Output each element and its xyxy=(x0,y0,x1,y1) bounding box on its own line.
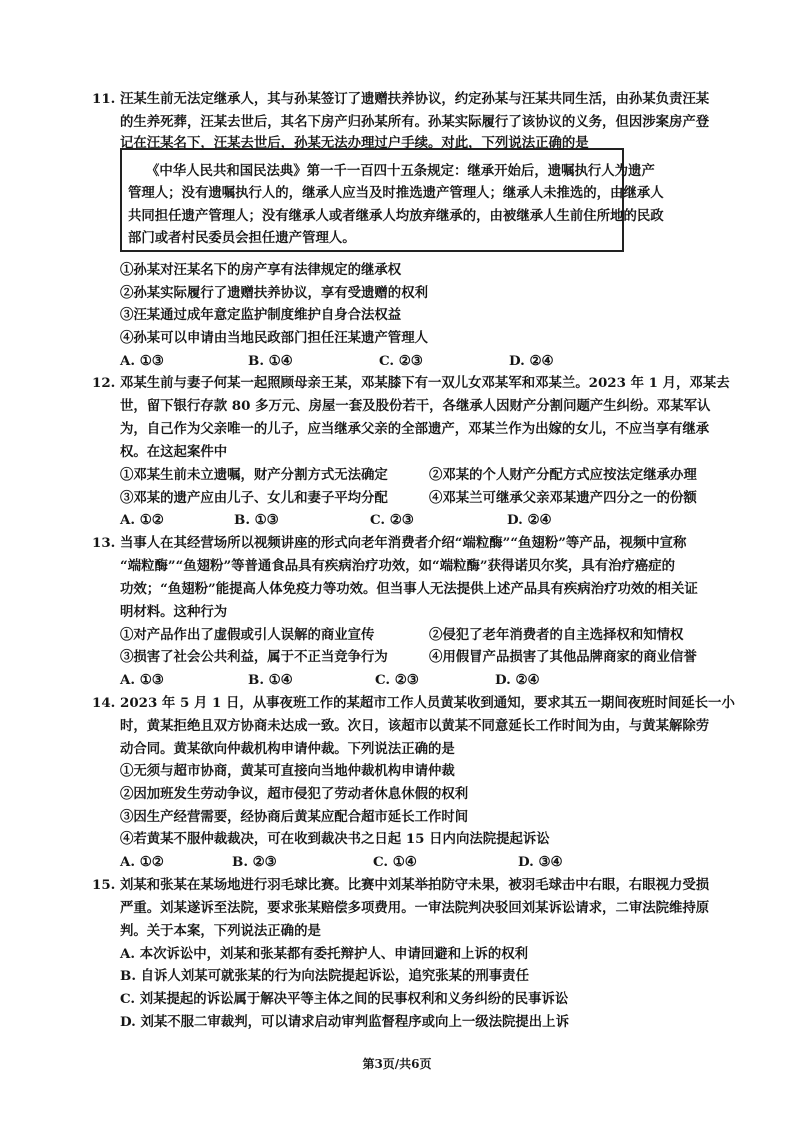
q13-statement-2: ②侵犯了老年消费者的自主选择权和知情权 xyxy=(429,627,684,643)
q13-choice-c: C. ②③ xyxy=(375,672,419,688)
q15-stem-line-2: 严重。刘某遂诉至法院，要求张某赔偿多项费用。一审法院判决驳回刘某诉讼请求，二审法院维持原 xyxy=(120,900,710,916)
q14-stem-line-2: 时，黄某拒绝且双方协商未达成一致。次日，该超市以黄某不同意延长工作时间为由，与黄某解除劳 xyxy=(120,718,710,734)
q13-number: 13. xyxy=(92,535,116,551)
q11-choice-b: B. ①④ xyxy=(248,353,293,369)
q12-choice-d: D. ②④ xyxy=(507,512,552,528)
q13-choice-a: A. ①③ xyxy=(120,672,164,688)
q13-choice-d: D. ②④ xyxy=(495,672,540,688)
q11-quote-box xyxy=(120,148,664,252)
q15-option-c: C. 刘某提起的诉讼属于解决平等主体之间的民事权利和义务纠纷的民事诉讼 xyxy=(120,991,569,1007)
q11-statement-3: ③汪某通过成年意定监护制度维护自身合法权益 xyxy=(120,307,402,323)
q13-stem-line-1: 当事人在其经营场所以视频讲座的形式向老年消费者介绍“端粒酶”“鱼翅粉”等产品，视频中宣称 xyxy=(120,535,687,551)
q11-choice-c: C. ②③ xyxy=(379,353,423,369)
q14-statement-4: ④若黄某不服仲裁裁决，可在收到裁决书之日起 15 日内向法院提起诉讼 xyxy=(120,831,550,847)
q11-quote-line-4: 部门或者村民委员会担任遗产管理人。 xyxy=(128,230,356,246)
q12-stem-line-2: 世，留下银行存款 80 多万元、房屋一套及股份若干，各继承人因财产分割问题产生纠纷。邓某军认 xyxy=(120,398,711,414)
q15-stem-line-3: 判。关于本案，下列说法正确的是 xyxy=(120,923,321,939)
q12-choice-a: A. ①② xyxy=(120,512,164,528)
q13-statement-4: ④用假冒产品损害了其他品牌商家的商业信誉 xyxy=(429,649,697,665)
q13-statement-1: ①对产品作出了虚假或引人误解的商业宣传 xyxy=(120,627,375,643)
q12-number: 12. xyxy=(92,375,116,391)
q14-number: 14. xyxy=(92,695,116,711)
q14-stem-line-1: 2023 年 5 月 1 日，从事夜班工作的某超市工作人员黄某收到通知，要求其五一期间夜班时间延长一小 xyxy=(120,695,735,711)
q13-stem-line-4: 明材料。这种行为 xyxy=(120,604,228,620)
q13-choice-b: B. ①④ xyxy=(248,672,293,688)
q12-statement-3: ③邓某的遗产应由儿子、女儿和妻子平均分配 xyxy=(120,490,388,506)
q11-choice-d: D. ②④ xyxy=(509,353,554,369)
q12-stem-line-4: 权。在这起案件中 xyxy=(120,444,228,460)
q14-choice-d: D. ③④ xyxy=(518,854,563,870)
q12-statement-1: ①邓某生前未立遗嘱，财产分割方式无法确定 xyxy=(120,467,388,483)
q11-stem-line-1: 汪某生前无法定继承人，其与孙某签订了遗赠扶养协议，约定孙某与汪某共同生活，由孙某负责汪某 xyxy=(120,91,710,107)
q14-stem-line-3: 动合同。黄某欲向仲裁机构申请仲裁。下列说法正确的是 xyxy=(120,741,455,757)
q15-option-b: B. 自诉人刘某可就张某的行为向法院提起诉讼，追究张某的刑事责任 xyxy=(120,968,529,984)
q13-statement-3: ③损害了社会公共利益，属于不正当竞争行为 xyxy=(120,649,388,665)
q14-choice-b: B. ②③ xyxy=(232,854,277,870)
q15-stem-line-1: 刘某和张某在某场地进行羽毛球比赛。比赛中刘某举拍防守未果，被羽毛球击中右眼，右眼视力受损 xyxy=(120,877,710,893)
page-number-footer: 第3页/共6页 xyxy=(362,1057,432,1071)
q12-statement-4: ④邓某兰可继承父亲邓某遗产四分之一的份额 xyxy=(429,490,697,506)
q14-choice-a: A. ①② xyxy=(120,854,164,870)
q11-statement-2: ②孙某实际履行了遗赠扶养协议，享有受遗赠的权利 xyxy=(120,285,428,301)
q14-choice-c: C. ①④ xyxy=(373,854,417,870)
q11-choice-a: A. ①③ xyxy=(120,353,164,369)
q11-quote-line-1: 《中华人民共和国民法典》第一千一百四十五条规定：继承开始后，遗嘱执行人为遗产 xyxy=(146,163,655,179)
q14-statement-3: ③因生产经营需要，经协商后黄某应配合超市延长工作时间 xyxy=(120,809,469,825)
q11-number: 11. xyxy=(92,91,116,107)
q11-stem-line-2: 的生养死葬，汪某去世后，其名下房产归孙某所有。孙某实际履行了该协议的义务，但因涉案房产登 xyxy=(120,114,710,130)
q15-option-a: A. 本次诉讼中，刘某和张某都有委托辩护人、申请回避和上诉的权利 xyxy=(120,946,529,962)
q13-stem-line-3: 功效；“鱼翅粉”能提高人体免疫力等功效。但当事人无法提供上述产品具有疾病治疗功效的相关证 xyxy=(120,581,698,597)
q14-statement-2: ②因加班发生劳动争议，超市侵犯了劳动者休息休假的权利 xyxy=(120,786,469,802)
q12-statement-2: ②邓某的个人财产分配方式应按法定继承办理 xyxy=(429,467,697,483)
q12-stem-line-3: 为，自己作为父亲唯一的儿子，应当继承父亲的全部遗产，邓某兰作为出嫁的女儿，不应当享有继承 xyxy=(120,421,710,437)
q13-stem-line-2: “端粒酶”“鱼翅粉”等普通食品具有疾病治疗功效，如“端粒酶”获得诺贝尔奖，具有治疗癌症的 xyxy=(120,558,676,574)
q11-statement-1: ①孙某对汪某名下的房产享有法律规定的继承权 xyxy=(120,262,402,278)
q11-quote-line-3: 共同担任遗产管理人；没有继承人或者继承人均放弃继承的，由被继承人生前住所地的民政 xyxy=(128,208,664,224)
q15-number: 15. xyxy=(92,877,116,893)
q12-choice-c: C. ②③ xyxy=(370,512,414,528)
q15-option-d: D. 刘某不服二审裁判，可以请求启动审判监督程序或向上一级法院提出上诉 xyxy=(120,1014,569,1030)
q11-stem-line-3: 记在汪某名下，汪某去世后，孙某无法办理过户手续。对此，下列说法正确的是 xyxy=(120,135,589,151)
q14-statement-1: ①无须与超市协商，黄某可直接向当地仲裁机构申请仲裁 xyxy=(120,763,455,779)
q11-statement-4: ④孙某可以申请由当地民政部门担任汪某遗产管理人 xyxy=(120,330,428,346)
q12-stem-line-1: 邓某生前与妻子何某一起照顾母亲王某，邓某膝下有一双儿女邓某军和邓某兰。2023 年 1 月，邓某去 xyxy=(120,375,730,391)
q11-quote-line-2: 管理人；没有遗嘱执行人的，继承人应当及时推选遗产管理人；继承人未推选的，由继承人 xyxy=(128,185,664,201)
q12-choice-b: B. ①③ xyxy=(234,512,279,528)
